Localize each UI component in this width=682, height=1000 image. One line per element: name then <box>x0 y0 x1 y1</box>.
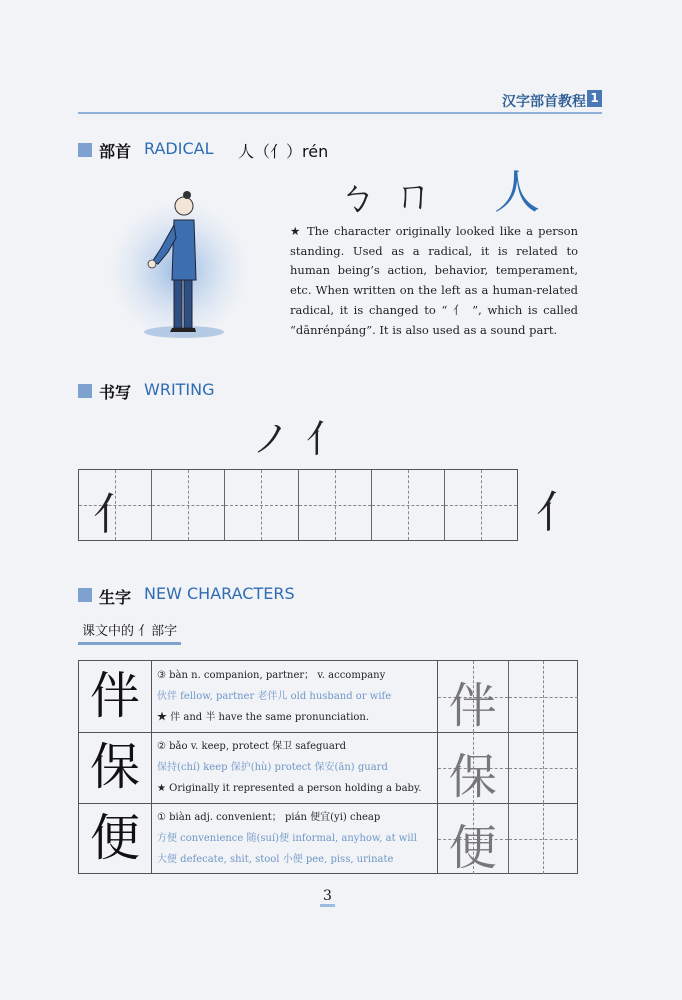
trace-char: 伴 <box>448 678 497 734</box>
writing-practice-grid <box>78 469 518 541</box>
evolution-oracle: ㄅ <box>338 175 377 219</box>
grid-cell[interactable] <box>299 470 372 540</box>
grid-model-char: 亻 <box>93 489 138 540</box>
headword: 伴 <box>79 661 152 732</box>
grid-cell[interactable] <box>372 470 445 540</box>
trace-cell[interactable] <box>509 661 579 732</box>
character-entry <box>157 736 435 799</box>
trace-cell[interactable] <box>509 732 579 803</box>
radical-label: 人（亻）rén <box>238 142 329 161</box>
entry-definition: ② bǎo v. keep, protect 保卫 safeguard <box>157 741 346 752</box>
trace-char: 便 <box>448 820 497 876</box>
chapter-number-badge: 1 <box>587 90 602 107</box>
section-marker-writing <box>78 384 92 398</box>
header-rule <box>78 112 602 114</box>
section-marker-new-characters <box>78 588 92 602</box>
entry-words-2: 大便 defecate, shit, stool 小便 pee, piss, urinate <box>157 854 394 865</box>
trace-cell[interactable] <box>438 732 509 803</box>
trace-grid <box>437 661 578 732</box>
evolution-seal: ㄇ <box>394 173 433 217</box>
grid-cell[interactable] <box>152 470 225 540</box>
trace-cell[interactable] <box>438 661 509 732</box>
radical-title-cn: 部首 <box>99 142 132 161</box>
writing-title-cn: 书写 <box>99 383 132 402</box>
grid-cell[interactable] <box>225 470 298 540</box>
stroke-2: 亻 <box>306 417 361 461</box>
stroke-1: ノ <box>252 417 307 461</box>
new-characters-title-cn: 生字 <box>99 588 132 607</box>
stroke-order-demo <box>252 408 360 463</box>
headword: 便 <box>79 803 152 874</box>
entry-definition: ① biàn adj. convenient； pián 便宜(yi) cheap <box>157 812 381 823</box>
grid-cell[interactable] <box>79 470 152 540</box>
grid-cell[interactable] <box>445 470 517 540</box>
entry-words: 方便 convenience 随(suí)便 informal, anyhow, at will <box>157 833 417 844</box>
entry-words: 伙伴 fellow, partner 老伴儿 old husband or wife <box>157 691 392 702</box>
section-marker-radical <box>78 143 92 157</box>
evolution-modern: 人 <box>494 165 540 219</box>
trace-cell[interactable] <box>509 803 579 874</box>
writing-title-en: WRITING <box>144 380 215 399</box>
character-row <box>79 803 577 874</box>
headword: 保 <box>79 732 152 803</box>
radical-title-en: RADICAL <box>144 139 214 158</box>
entry-definition: ③ bàn n. companion, partner； v. accompany <box>157 670 386 681</box>
character-entry <box>157 665 435 728</box>
running-title: 汉字部首教程 <box>502 94 586 110</box>
new-characters-table <box>78 660 578 874</box>
page-number: 3 <box>320 888 335 907</box>
entry-words: 保持(chí) keep 保护(hù) protect 保安(ān) guard <box>157 762 388 773</box>
entry-note: ★ 伴 and 半 have the same pronunciation. <box>157 712 370 723</box>
trace-grid <box>437 732 578 803</box>
side-radical-char: 亻 <box>536 487 580 538</box>
character-entry <box>157 807 435 870</box>
lesson-tag: 课文中的 亻部字 <box>78 622 181 645</box>
trace-cell[interactable] <box>438 803 509 874</box>
trace-char: 保 <box>448 749 497 805</box>
entry-note: ★ Originally it represented a person holding a baby. <box>157 783 422 794</box>
radical-description: ★ The character originally looked like a person standing. Used as a radical, it is related to human being’s action, behavior, temperament, etc. When written on the left as a human-related radical, it is changed to “ 亻 ”, which is called “dānrénpáng”. It is also used as a sound part. <box>290 224 578 337</box>
character-row <box>79 661 577 733</box>
character-row <box>79 732 577 804</box>
trace-grid <box>437 803 578 874</box>
standing-person-illustration <box>104 180 254 350</box>
new-characters-title-en: NEW CHARACTERS <box>144 584 295 603</box>
